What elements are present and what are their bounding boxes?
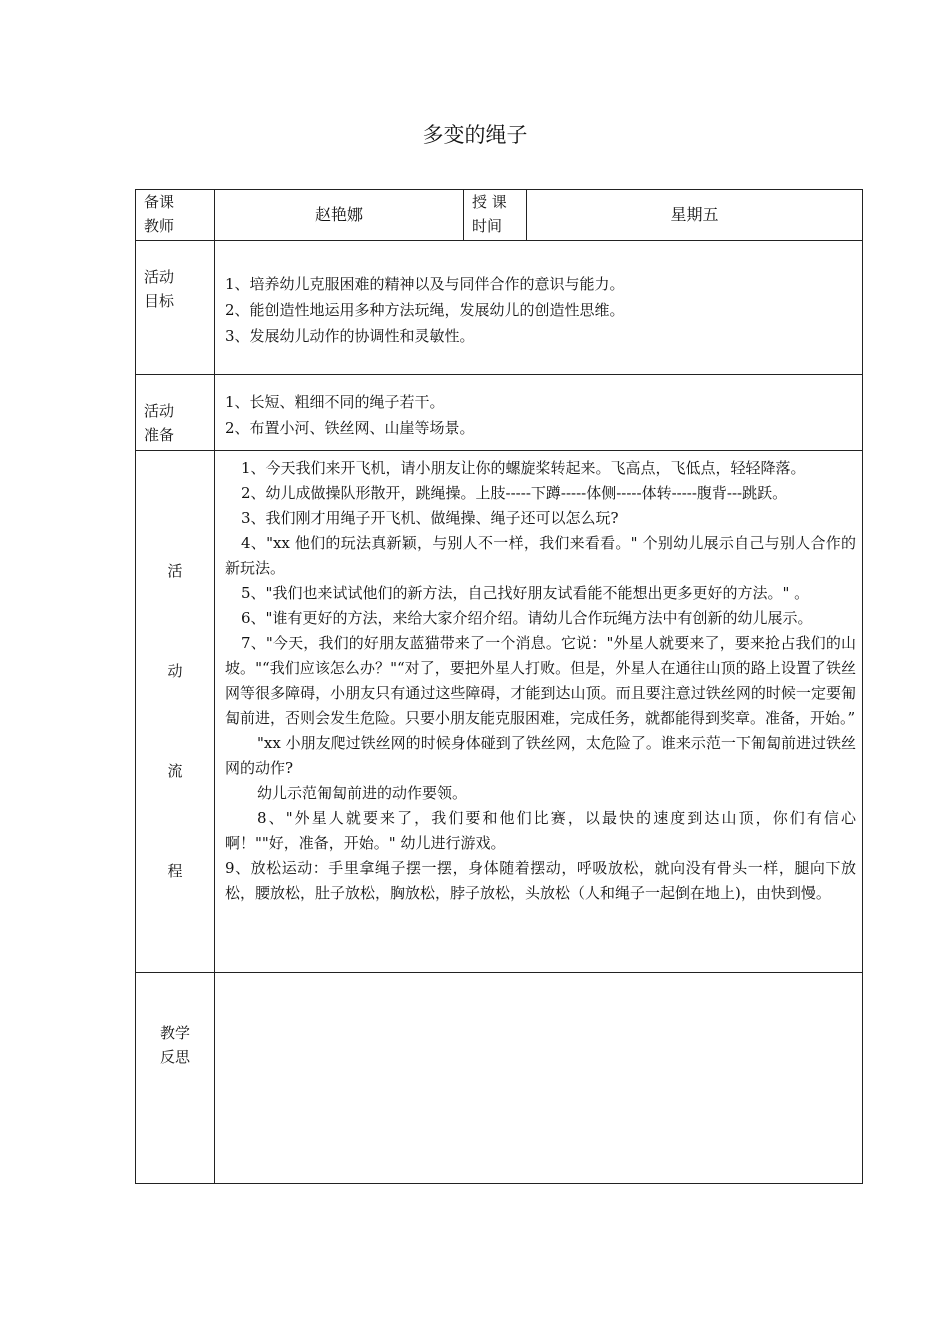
preparation-row (136, 375, 863, 451)
process-step: 2、幼儿成做操队形散开，跳绳操。上肢-----下蹲-----体侧-----体转-----腹背---跳跃。 (241, 484, 788, 502)
process-row (136, 451, 863, 973)
process-label-char: 程 (167, 862, 183, 880)
process-step: 3、我们刚才用绳子开飞机、做绳操、绳子还可以怎么玩? (241, 509, 619, 527)
process-step: 4、"xx 他们的玩法真新颖，与别人不一样，我们来看看。" 个别幼儿展示自己与别人合作的新玩法。 (225, 534, 856, 577)
process-step: 1、今天我们来开飞机，请小朋友让你的螺旋桨转起来。飞高点，飞低点，轻轻降落。 (241, 459, 806, 477)
header-row (136, 190, 863, 241)
process-step: 8、"外星人就要来了，我们要和他们比赛，以最快的速度到达山顶，你们有信心啊！""好，准备，开始。" 幼儿进行游戏。 (225, 809, 856, 852)
preparation-label-line2: 准备 (144, 426, 175, 444)
lesson-plan-table (135, 189, 863, 1184)
preparation-content (215, 375, 863, 451)
reflection-label-line2: 反思 (159, 1048, 190, 1066)
teacher-label-line1: 备课 (144, 193, 175, 211)
reflection-row (136, 973, 863, 1184)
teacher-name: 赵艳娜 (215, 190, 464, 241)
preparation-item: 2、布置小河、铁丝网、山崖等场景。 (225, 419, 475, 437)
teacher-label-line2: 教师 (144, 217, 175, 235)
reflection-label (136, 973, 215, 1184)
preparation-label-line1: 活动 (144, 402, 175, 420)
preparation-item: 1、长短、粗细不同的绳子若干。 (225, 393, 445, 411)
time-label (464, 190, 527, 241)
time-label-line2: 时间 (472, 217, 503, 235)
process-step: "xx 小朋友爬过铁丝网的时候身体碰到了铁丝网，太危险了。谁来示范一下匍匐前进过铁丝网的动作? (225, 734, 856, 777)
goal-item: 3、发展幼儿动作的协调性和灵敏性。 (225, 327, 475, 345)
time-value: 星期五 (527, 190, 863, 241)
reflection-label-line1: 教学 (159, 1024, 190, 1042)
reflection-content[interactable] (215, 973, 863, 1184)
process-label-char: 动 (167, 662, 183, 680)
goal-item: 2、能创造性地运用多种方法玩绳，发展幼儿的创造性思维。 (225, 301, 625, 319)
goal-item: 1、培养幼儿克服困难的精神以及与同伴合作的意识与能力。 (225, 275, 625, 293)
process-step: 幼儿示范匍匐前进的动作要领。 (257, 784, 468, 802)
goals-label-line1: 活动 (144, 268, 175, 286)
goals-row (136, 241, 863, 375)
process-step: 7、"今天，我们的好朋友蓝猫带来了一个消息。它说："外星人就要来了，要来抢占我们的山坡。"“我们应该怎么办？"“对了，要把外星人打败。但是，外星人在通往山顶的路上设置了铁丝网等很多障碍，小朋友只有通过这些障碍，才能到达山顶。而且要注意过铁丝网的时候一定要匍匐前进，否则会发生危险。只要小朋友能克服困难，完成任务，就都能得到奖章。准备，开始。” (225, 634, 856, 727)
goals-label (136, 241, 215, 375)
preparation-label (136, 375, 215, 451)
process-label-char: 活 (167, 562, 183, 580)
document-title: 多变的绳子 (422, 123, 528, 147)
process-step: 9、放松运动：手里拿绳子摆一摆，身体随着摆动，呼吸放松，就向没有骨头一样，腿向下放松，腰放松，肚子放松，胸放松，脖子放松，头放松（人和绳子一起倒在地上)，由快到慢。 (225, 859, 856, 902)
process-label-char: 流 (167, 762, 183, 780)
goals-content (215, 241, 863, 375)
goals-label-line2: 目标 (144, 292, 175, 310)
process-content (215, 451, 863, 973)
time-label-line1: 授 课 (472, 193, 507, 211)
process-label (136, 451, 215, 973)
process-step: 5、"我们也来试试他们的新方法，自己找好朋友试看能不能想出更多更好的方法。" 。 (241, 584, 810, 602)
process-step: 6、"谁有更好的方法，来给大家介绍介绍。请幼儿合作玩绳方法中有创新的幼儿展示。 (241, 609, 813, 627)
teacher-label (136, 190, 215, 241)
